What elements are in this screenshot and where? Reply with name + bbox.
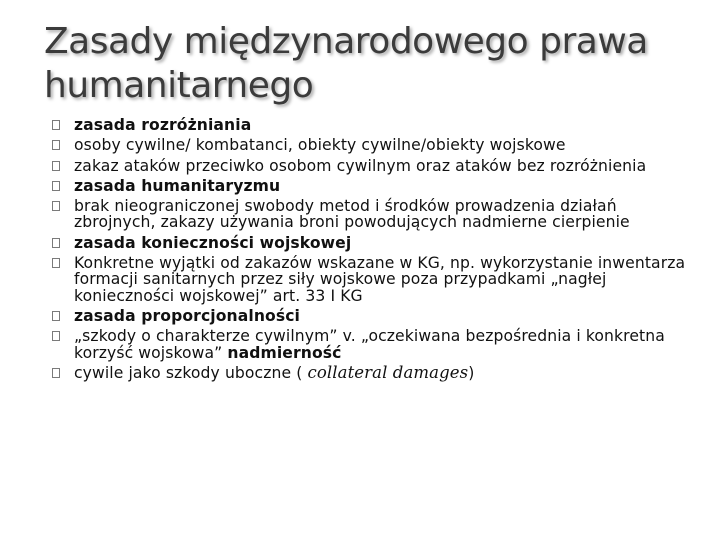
bullet-item xyxy=(52,255,692,304)
bullet-text: zasada konieczności wojskowej xyxy=(74,233,352,252)
bullet-text: Konkretne wyjątki od zakazów wskazane w KG, np. wykorzystanie inwentarza formacji sanitarnych przez siły wojskowe poza przypadkami „nagłej konieczności wojskowej” art. 33 I KG xyxy=(74,254,686,305)
bullet-item xyxy=(52,198,692,231)
bullet-text: zakaz ataków przeciwko osobom cywilnym oraz ataków bez rozróżnienia xyxy=(74,156,647,175)
bullet-marker-icon xyxy=(52,201,60,211)
bullet-text: osoby cywilne/ kombatanci, obiekty cywilne/obiekty wojskowe xyxy=(74,136,566,155)
bullet-text: zasada rozróżniania xyxy=(74,116,252,134)
bullet-list xyxy=(52,117,692,385)
bullet-marker-icon xyxy=(52,238,60,248)
bullet-text: „szkody o charakterze cywilnym” v. „oczekiwana bezpośrednia i konkretna korzyść wojskowa” xyxy=(74,327,665,362)
bullet-text: nadmierność xyxy=(227,343,342,362)
slide-title: Zasady międzynarodowego prawa humanitarnego xyxy=(44,21,648,106)
bullet-marker-icon xyxy=(52,368,60,378)
bullet-text: cywile jako szkody uboczne ( xyxy=(74,363,308,382)
bullet-marker-icon xyxy=(52,140,60,150)
bullet-text: brak nieograniczonej swobody metod i środków prowadzenia działań zbrojnych, zakazy używania broni powodujących nadmierne cierpienie xyxy=(74,197,630,232)
bullet-marker-icon xyxy=(52,311,60,321)
bullet-marker-icon xyxy=(52,331,60,341)
bullet-marker-icon xyxy=(52,181,60,191)
bullet-item xyxy=(52,117,692,133)
bullet-item xyxy=(52,308,692,324)
bullet-text: zasada humanitaryzmu xyxy=(74,176,281,195)
bullet-text: zasada proporcjonalności xyxy=(74,306,301,325)
bullet-text: collateral damages xyxy=(307,362,469,382)
bullet-marker-icon xyxy=(52,161,60,171)
bullet-text: ) xyxy=(468,363,475,382)
bullet-item xyxy=(52,362,692,382)
bullet-item xyxy=(52,328,692,361)
bullet-item xyxy=(52,178,692,194)
bullet-item xyxy=(52,235,692,251)
bullet-marker-icon xyxy=(52,258,60,268)
bullet-item xyxy=(52,158,692,174)
bullet-marker-icon xyxy=(52,120,60,130)
bullet-item xyxy=(52,137,692,153)
